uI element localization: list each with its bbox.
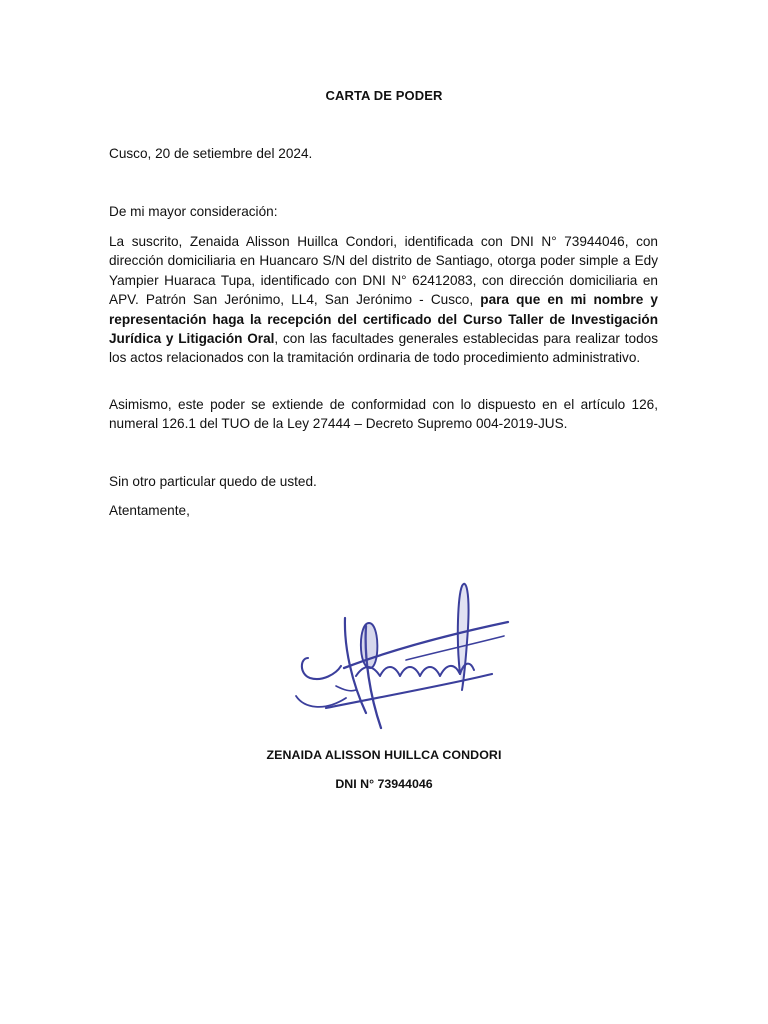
- date-line: Cusco, 20 de setiembre del 2024.: [109, 146, 313, 161]
- power-of-attorney-paragraph: [109, 232, 658, 368]
- closing-line: Sin otro particular quedo de usted.: [109, 474, 317, 489]
- paragraph-text-end: , con las facultades generales establecidas para realizar todos los actos relacionados con la tramitación ordinaria de todo procedimiento administrativo.: [109, 331, 658, 366]
- document-title: CARTA DE PODER: [325, 88, 443, 103]
- salutation: De mi mayor consideración:: [109, 204, 278, 219]
- signer-name: ZENAIDA ALISSON HUILLCA CONDORI: [266, 748, 502, 762]
- signer-id: DNI N° 73944046: [335, 777, 433, 791]
- farewell-line: Atentamente,: [109, 503, 190, 518]
- handwritten-signature: [286, 578, 516, 744]
- legal-basis-paragraph: Asimismo, este poder se extiende de conformidad con lo dispuesto en el artículo 126, numeral 126.1 del TUO de la Ley 27444 – Decreto Supremo 004-2019-JUS.: [109, 397, 658, 432]
- paragraph-text-start: La suscrito, Zenaida Alisson Huillca Condori, identificada con DNI N° 73944046, con dirección domiciliaria en Huancaro S/N del distrito de Santiago, otorga poder simple a Edy Yampier Huaraca Tupa, identificado con DNI N° 62412083, con dirección domiciliaria en APV. Patrón San Jerónimo, LL4, San Jerónimo - Cusco,: [109, 234, 658, 308]
- paragraph-bold-purpose: para que en mi nombre y representación haga la recepción del certificado del Curso Taller de Investigación Jurídica y Litigación Oral: [109, 292, 658, 347]
